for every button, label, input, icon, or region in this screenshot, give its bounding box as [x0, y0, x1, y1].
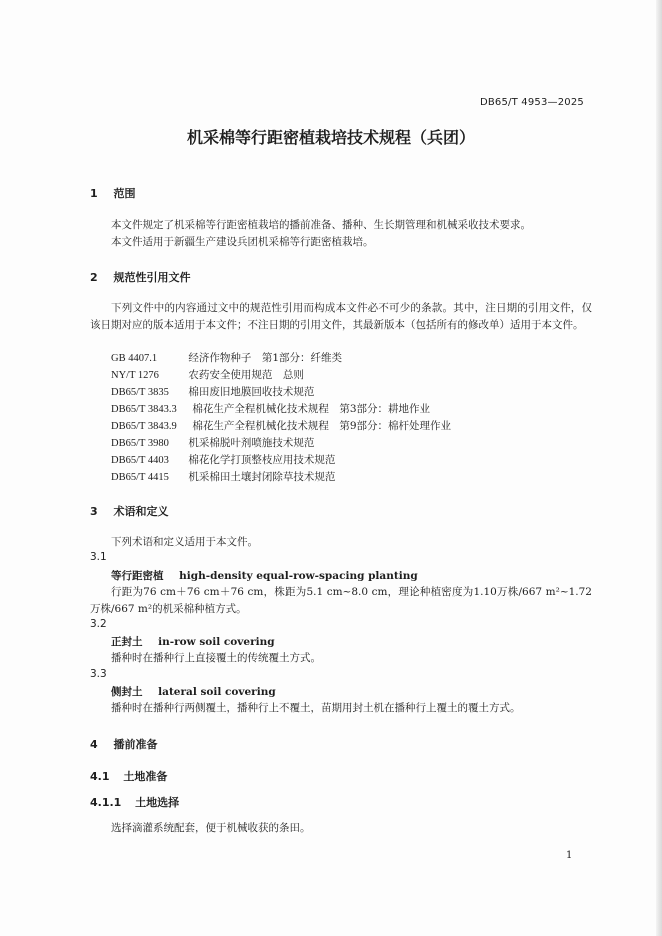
section-2-heading	[90, 269, 191, 285]
term-definition: 播种时在播种行上直接覆土的传统覆土方式。	[111, 652, 321, 664]
term-en: lateral soil covering	[158, 686, 276, 698]
reference-item	[111, 350, 342, 365]
document-code: DB65/T 4953—2025	[479, 97, 584, 108]
reference-code: DB65/T 3980	[111, 438, 169, 449]
reference-item	[111, 418, 451, 433]
term-number: 3.2	[90, 618, 107, 630]
term-number: 3.3	[90, 668, 107, 680]
term-zh: 正封土	[111, 636, 143, 648]
section-title: 土地准备	[123, 770, 168, 783]
reference-title: 机采棉田土壤封闭除草技术规范	[188, 471, 336, 483]
reference-code: DB65/T 4415	[111, 472, 169, 483]
term-heading	[111, 684, 276, 699]
section-title: 范围	[113, 187, 136, 200]
reference-item	[111, 469, 335, 484]
reference-item	[111, 367, 304, 382]
term-zh: 侧封土	[111, 686, 143, 698]
reference-title: 棉花生产全程机械化技术规程 第9部分：棉杆处理作业	[192, 420, 452, 432]
reference-title: 机采棉脱叶剂喷施技术规范	[188, 437, 315, 449]
term-en: high-density equal-row-spacing planting	[179, 570, 418, 582]
term-en: in-row soil covering	[158, 636, 275, 648]
term-heading	[111, 634, 275, 649]
reference-title: 棉花化学打顶整枝应用技术规范	[188, 454, 336, 466]
term-zh: 等行距密植	[111, 570, 164, 582]
section-3-heading	[90, 503, 169, 519]
section-number: 4.1.1	[90, 796, 122, 809]
paragraph: 本文件适用于新疆生产建设兵团机采棉等行距密植栽培。	[111, 236, 374, 248]
reference-title: 农药安全使用规范 总则	[188, 369, 304, 381]
term-heading	[111, 568, 418, 583]
section-title: 播前准备	[113, 738, 158, 751]
section-number: 3	[90, 505, 98, 518]
section-title: 土地选择	[135, 796, 180, 809]
reference-item	[111, 452, 335, 467]
section-number: 2	[90, 271, 98, 284]
subsection-4-1-heading	[90, 768, 167, 784]
reference-code: DB65/T 3843.9	[111, 421, 177, 432]
section-number: 4.1	[90, 770, 110, 783]
section-4-heading	[90, 736, 158, 752]
reference-item	[111, 435, 314, 450]
reference-code: GB 4407.1	[111, 353, 158, 364]
reference-code: DB65/T 3835	[111, 387, 169, 398]
term-definition: 行距为76 cm＋76 cm＋76 cm，株距为5.1 cm~8.0 cm，理论种植密度为1.10万株/667 m²~1.72万株/667 m²的机采棉种植方式。	[90, 586, 592, 615]
section-number: 4	[90, 738, 98, 751]
section-title: 术语和定义	[113, 505, 169, 518]
reference-item	[111, 401, 430, 416]
reference-title: 棉田废旧地膜回收技术规范	[188, 386, 315, 398]
paragraph: 选择滴灌系统配套，便于机械收获的条田。	[111, 822, 311, 834]
paragraph: 下列术语和定义适用于本文件。	[111, 536, 258, 548]
reference-code: NY/T 1276	[111, 370, 159, 381]
section-1-heading	[90, 185, 136, 201]
reference-code: DB65/T 3843.3	[111, 404, 177, 415]
reference-title: 经济作物种子 第1部分：纤维类	[188, 352, 343, 364]
section-title: 规范性引用文件	[113, 271, 191, 284]
reference-title: 棉花生产全程机械化技术规程 第3部分：耕地作业	[192, 403, 431, 415]
term-definition: 播种时在播种行两侧覆土，播种行上不覆土，苗期用封土机在播种行上覆土的覆土方式。	[111, 702, 521, 714]
term-number: 3.1	[90, 551, 107, 563]
page-number: 1	[566, 850, 573, 861]
document-title: 机采棉等行距密植栽培技术规程（兵团）	[186, 128, 475, 147]
paragraph: 下列文件中的内容通过文中的规范性引用而构成本文件必不可少的条款。其中，注日期的引用文件，仅该日期对应的版本适用于本文件；不注日期的引用文件，其最新版本（包括所有的修改单）适用于本文件。	[90, 302, 592, 331]
reference-item	[111, 384, 314, 399]
subsection-4-1-1-heading	[90, 794, 179, 810]
section-number: 1	[90, 187, 98, 200]
paragraph: 本文件规定了机采棉等行距密植栽培的播前准备、播种、生长期管理和机械采收技术要求。	[111, 219, 531, 231]
reference-code: DB65/T 4403	[111, 455, 169, 466]
